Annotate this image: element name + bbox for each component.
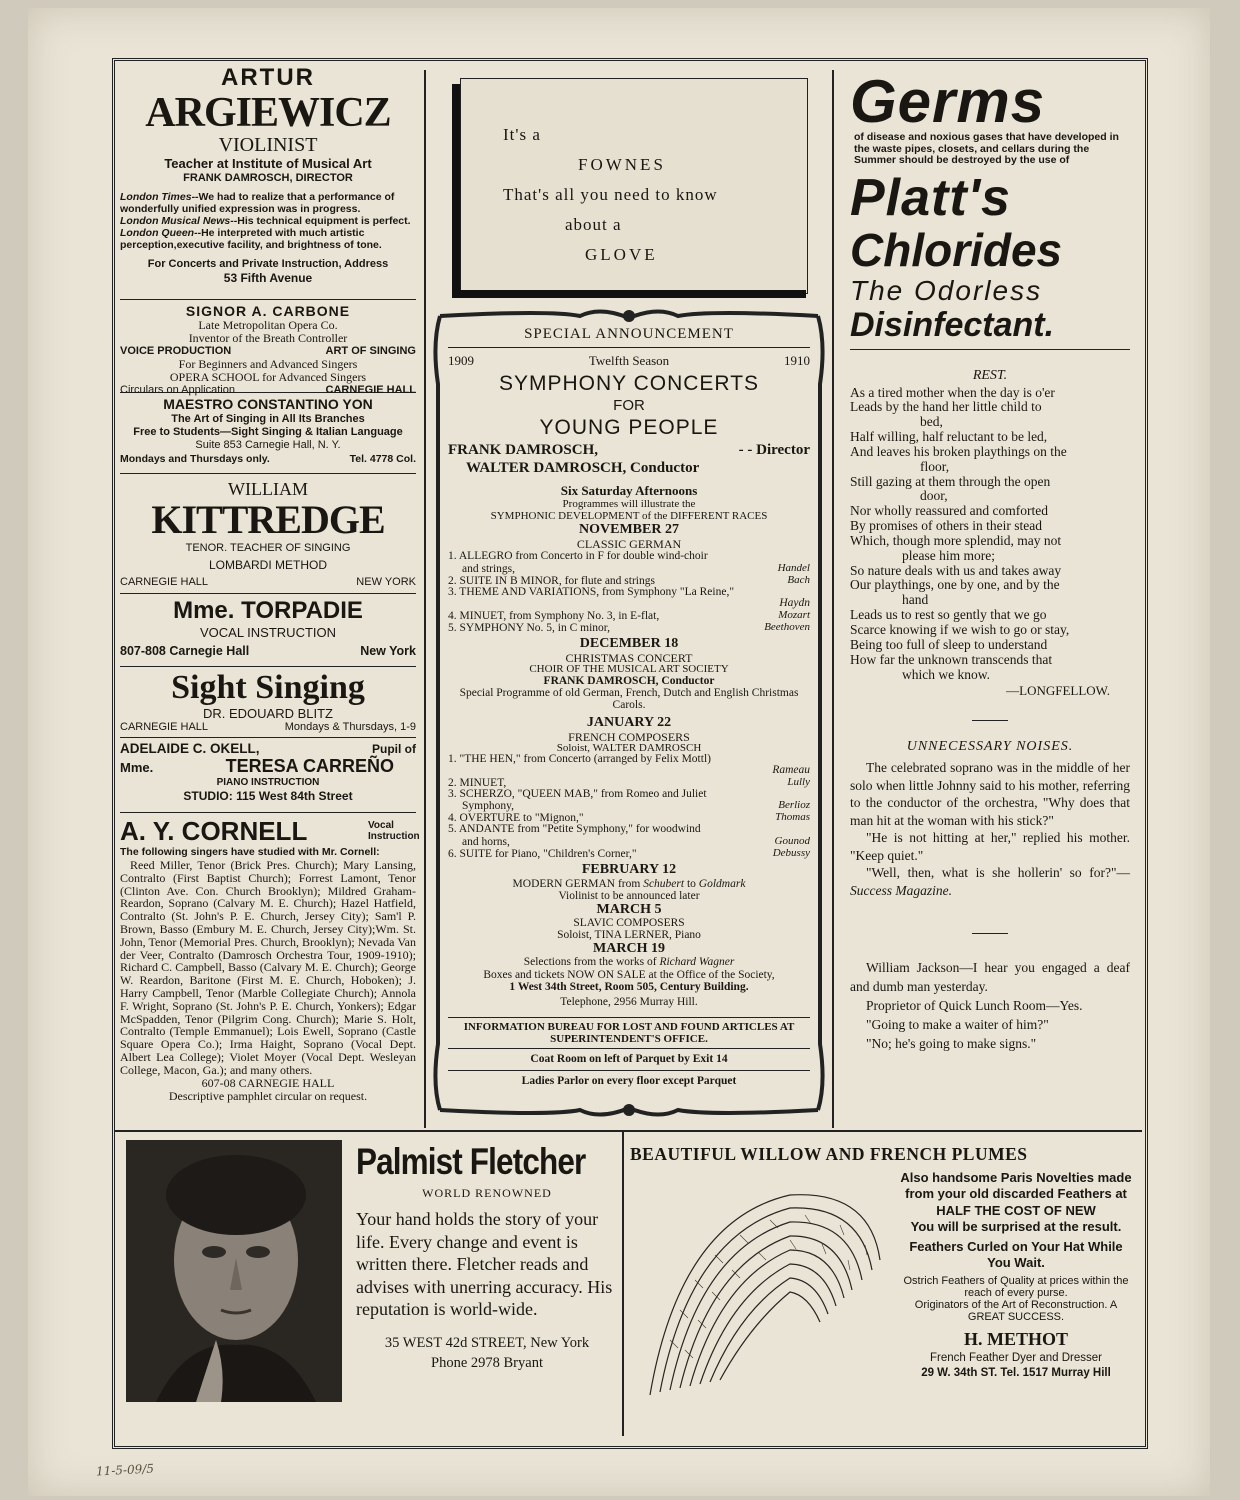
rest-line: And leaves his broken playthings on the <box>850 443 1067 459</box>
noises-p1: The celebrated soprano was in the middle of her solo when little Johnny said to his mother, referring to the conductor of the orchestra, "Why does that man hit at the woman with his stick?" <box>850 760 1130 828</box>
rule <box>120 593 416 594</box>
plumes-title: BEAUTIFUL WILLOW AND FRENCH PLUMES <box>630 1144 1028 1164</box>
kittredge-l1: TENOR. TEACHER OF SINGING <box>185 542 351 554</box>
fletcher-text <box>356 1140 618 1373</box>
nov-2-row <box>448 575 810 587</box>
art-of-singing: ART OF SINGING <box>325 345 416 357</box>
fownes-l5: GLOVE <box>585 245 658 264</box>
fletcher-addr: 35 WEST 42d STREET, New York <box>384 1334 590 1351</box>
rest-title: REST. <box>972 367 1008 383</box>
rest-line: Which, though more splendid, may not <box>850 532 1062 548</box>
noises-p2: "He is not hitting at her," replied his mother. "Keep quiet." <box>850 830 1130 863</box>
yon-name: MAESTRO CONSTANTINO YON <box>163 396 373 412</box>
rest-line: As a tired mother when the day is o'er <box>850 384 1055 400</box>
noises-p3 <box>850 864 1130 899</box>
carbone-name: SIGNOR A. CARBONE <box>185 303 351 319</box>
year-1909: 1909 <box>448 353 474 368</box>
carbone-l4: For Beginners and Advanced Singers <box>178 357 358 371</box>
quote3-source: London Queen <box>120 227 195 239</box>
chlorides: Chlorides <box>850 223 1063 276</box>
feb-sub-c: to <box>686 877 696 890</box>
left-column <box>120 64 420 1103</box>
torpadie-name <box>120 597 416 625</box>
plumes-b6: Originators of the Art of Reconstruction. A GREAT SUCCESS. <box>914 1299 1118 1323</box>
jan-2: 2. MINUET, <box>448 776 507 789</box>
rest-author: —LONGFELLOW. <box>1006 683 1110 699</box>
jan-5b: and horns, <box>462 835 510 848</box>
plumes-b5: Ostrich Feathers of Quality at prices within the reach of every purse. <box>903 1275 1129 1299</box>
jackson-p4: "No; he's going to make signs." <box>866 1036 1037 1052</box>
carbone-hall: CARNEGIE HALL <box>325 384 416 396</box>
cornell-addr: 607-08 CARNEGIE HALL <box>201 1075 335 1090</box>
okell-name: ADELAIDE C. OKELL, <box>120 741 260 756</box>
jan-program <box>448 754 810 860</box>
cornell-tag: Vocal Instruction <box>368 820 420 842</box>
jackson-p1: William Jackson—I hear you engaged a deaf and dumb man yesterday. <box>850 960 1130 995</box>
carbone-l5: OPERA SCHOOL for Advanced Singers <box>169 370 367 384</box>
short-rule <box>972 720 1008 721</box>
right-column <box>850 68 1130 1053</box>
noises-p3a: "Well, then, what is she hollerin' so for?"— <box>866 865 1130 881</box>
mar5-date: MARCH 5 <box>596 901 662 917</box>
symphony-title: SYMPHONY CONCERTS <box>498 372 760 395</box>
cornell-ad <box>120 816 420 1103</box>
rest-lines <box>850 386 1130 683</box>
handwritten-note: 11-5-09/5 <box>95 1461 155 1479</box>
torpadie-mme: Mme. <box>173 597 235 624</box>
conductor-row: WALTER DAMROSCH, Conductor <box>466 460 700 476</box>
rest-line: which we know. <box>902 666 990 682</box>
illustrate-2: SYMPHONIC DEVELOPMENT of the DIFFERENT RACES <box>490 510 768 522</box>
circulars: Circulars on Application <box>120 384 235 396</box>
jan-3b-row <box>448 800 810 812</box>
rest-line: please him more; <box>902 547 995 563</box>
noises-source: Success Magazine. <box>850 882 952 898</box>
odorless: The Odorless <box>850 274 1043 306</box>
dec-choir: CHOIR OF THE MUSICAL ART SOCIETY <box>529 662 729 675</box>
rest-line: door, <box>920 488 948 504</box>
rule <box>448 1048 810 1049</box>
rest-line: Our playthings, one by one, and by the <box>850 577 1060 593</box>
plumes-b1: Also handsome Paris Novelties made from your old discarded Feathers at <box>900 1170 1132 1201</box>
plumes-addr: 29 W. 34th ST. Tel. 1517 Murray Hill <box>921 1367 1111 1379</box>
feb-violinist: Violinist to be announced later <box>558 889 700 902</box>
nov-4-composer: Mozart <box>778 608 810 621</box>
jan-3-composer: Berlioz <box>778 799 810 811</box>
rule <box>120 666 416 667</box>
mar5-solo: Soloist, TINA LERNER, Piano <box>557 928 701 941</box>
feb-sub <box>448 878 810 890</box>
jan-5: 5. ANDANTE from "Petite Symphony," for woodwind <box>448 823 701 835</box>
kittredge-l3 <box>120 574 416 590</box>
jan-4: 4. OVERTURE to "Mignon," <box>448 812 584 824</box>
nov-5: 5. SYMPHONY No. 5, in C minor, <box>448 621 611 634</box>
rest-line: hand <box>902 592 929 608</box>
jan-5b-row <box>448 836 810 848</box>
divider-bottom <box>115 1130 1142 1132</box>
okell-l0 <box>120 741 416 756</box>
rest-line: Leads us to rest so gently that we go <box>850 607 1047 623</box>
yon-ad <box>120 396 416 470</box>
feb-sub-a: MODERN GERMAN from <box>512 877 641 890</box>
kittredge-city: NEW YORK <box>356 576 416 588</box>
jackson-p2: Proprietor of Quick Lunch Room—Yes. <box>866 998 1083 1014</box>
dec-cond: FRANK DAMROSCH, Conductor <box>543 674 715 687</box>
noises-body <box>850 759 1130 899</box>
mar19-sub <box>448 956 810 969</box>
nov-2: 2. SUITE IN B MINOR, for flute and strings <box>448 574 655 587</box>
office-addr: 1 West 34th Street, Room 505, Century Building. <box>509 980 749 993</box>
jan-3: 3. SCHERZO, "QUEEN MAB," from Romeo and Juliet <box>448 787 707 800</box>
voice-production: VOICE PRODUCTION <box>120 345 232 357</box>
nov-1: 1. ALLEGRO from Concerto in F for double wind-choir <box>448 550 708 562</box>
info-bureau: INFORMATION BUREAU FOR LOST AND FOUND ARTICLES AT SUPERINTENDENT'S OFFICE. <box>463 1020 795 1045</box>
argiewicz-ad <box>120 64 416 296</box>
illustrate-1: Programmes will illustrate the <box>562 498 696 510</box>
nov-1b-row <box>448 563 810 575</box>
dec-sub: CHRISTMAS CONCERT <box>565 650 693 665</box>
noises-title: UNNECESSARY NOISES. <box>906 739 1074 755</box>
feb-sub-b: Schubert <box>643 877 685 890</box>
plumes-text <box>900 1170 1132 1381</box>
cornell-circ: Descriptive pamphlet circular on request. <box>168 1088 368 1103</box>
kittredge-hall: CARNEGIE HALL <box>120 576 209 588</box>
plumes-ad <box>630 1142 1134 1432</box>
noises-article <box>850 735 1130 899</box>
nov-3: 3. THEME AND VARIATIONS, from Symphony "La Reine," <box>448 585 735 598</box>
plumes-b3: You will be surprised at the result. <box>910 1219 1122 1234</box>
dec-date: DECEMBER 18 <box>579 635 679 651</box>
fletcher-body: Your hand holds the story of your life. Every change and event is written there. Fletcher reads and advises with unerring accuracy. His reputation is world-wide. <box>356 1209 613 1319</box>
plumes-b4: Feathers Curled on Your Hat While You Wait. <box>909 1239 1123 1270</box>
germs: Germs <box>850 68 1046 135</box>
jan-1-composer: Rameau <box>772 764 810 776</box>
blitz-ad <box>120 670 416 734</box>
mar5-sub: SLAVIC COMPOSERS <box>573 916 685 929</box>
fownes-l4: about a <box>565 215 622 234</box>
jackson-article <box>850 958 1130 1053</box>
nov-3-composer: Haydn <box>779 597 810 609</box>
yon-days: Mondays and Thursdays only. <box>120 453 270 465</box>
fletcher-portrait <box>126 1140 342 1402</box>
nov-4: 4. MINUET, from Symphony No. 3, in E-flat, <box>448 609 660 622</box>
nov-2-composer: Bach <box>787 573 810 586</box>
cornell-body: Reed Miller, Tenor (Brick Pres. Church); Mary Lansing, Contralto (First Baptist Church); Forrest Lamont, Tenor (Clinton Ave. Con. Church Brooklyn); Mildred Graham-Reardon, Soprano (Calvary M. E. Church); Hazel Hatfield, Contralto (St. John's P. E. Church, Jersey City); Sam'l P. Brown, Basso (Embury M. E. Church, Jersey City);Wm. St. John, Tenor (Memorial Pres. Church, Brooklyn); Nevada Van der Veer, Contralto (Damrosch Orchestra Tour, 1909-1910); Richard C. Campbell, Basso (Calvary M. E. Church); George W. Reardon, Baritone (First M. E. Church, Hoboken); J. Harry Campbell, Tenor (Marble Collegiate Church); Annola F. Wright, Soprano (St. John's P. E. Church, Yonkers); Edgar McSpadden, Tenor (Pilgrim Cong. Church); Marie S. Holt, Contralto (Temple Emmanuel); Lois Ewell, Soprano (Castle Square Opera Co.); Irma Haight, Soprano (Vocal Dept. Albert Lea College); Violet Moyer (Vocal Dept. Wesleyan College, Macon, Ga.); and many others. <box>120 858 416 1077</box>
cornell-head <box>120 816 420 846</box>
quote2: --His technical equipment is perfect. <box>230 215 411 227</box>
argiewicz-address: 53 Fifth Avenue <box>223 271 313 285</box>
divider-left <box>424 70 426 1128</box>
quote2-source: London Musical News <box>120 215 231 227</box>
fownes-ad <box>430 64 828 304</box>
jan-2-row <box>448 777 810 789</box>
okell-ad <box>120 741 416 809</box>
director-label: - - Director <box>738 442 810 458</box>
plume-illustration <box>640 1180 890 1410</box>
center-column <box>430 64 828 1122</box>
young-people: YOUNG PEOPLE <box>539 416 719 439</box>
okell-teacher-row <box>120 756 416 777</box>
mar19-date: MARCH 19 <box>593 940 665 956</box>
yon-l1: The Art of Singing in All Its Branches <box>171 413 365 425</box>
nov-date: NOVEMBER 27 <box>579 522 679 537</box>
rest-line: How far the unknown transcends that <box>850 651 1053 667</box>
torpadie-l1: VOCAL INSTRUCTION <box>199 625 337 640</box>
jackson-p3: "Going to make a waiter of him?" <box>866 1017 1049 1033</box>
nov-1b: and strings, <box>462 562 516 575</box>
torpadie-room: 807-808 Carnegie Hall <box>120 644 250 658</box>
nov-4-row <box>448 610 810 622</box>
carbone-ad <box>120 303 416 396</box>
nov-program <box>448 551 810 634</box>
rule <box>850 349 1130 350</box>
fletcher-title: Palmist Fletcher <box>356 1141 586 1182</box>
jan-6-row <box>448 848 810 860</box>
dec-body: Special Programme of old German, French, Dutch and English Christmas Carols. <box>459 686 799 711</box>
fownes-text <box>470 120 800 270</box>
season: Twelfth Season <box>588 353 670 368</box>
blitz-days: Mondays & Thursdays, 1-9 <box>284 721 416 733</box>
fownes-l3: That's all you need to know <box>503 185 718 204</box>
jan-2-composer: Lully <box>787 775 810 788</box>
rest-line: By promises of others in their stead <box>850 518 1042 534</box>
argiewicz-quotes <box>120 191 416 251</box>
jan-solo: Soloist, WALTER DAMROSCH <box>556 741 702 754</box>
yon-l4 <box>120 452 416 466</box>
rest-line: Scarce knowing if we wish to go or stay, <box>850 622 1070 637</box>
rest-line: bed, <box>920 414 943 430</box>
nov-5-composer: Beethoven <box>764 620 810 633</box>
plumes-b2: HALF THE COST OF NEW <box>936 1203 1096 1218</box>
kittredge-l2: LOMBARDI METHOD <box>208 558 327 572</box>
jan-3b: Symphony, <box>462 800 514 812</box>
rest-line: Being too full of sleep to understand <box>850 636 1048 652</box>
nov-5-row <box>448 622 810 634</box>
jan-sub: FRENCH COMPOSERS <box>568 729 690 744</box>
six-afternoons: Six Saturday Afternoons <box>560 483 698 498</box>
program-box <box>430 304 828 1122</box>
argiewicz-title: VIOLINIST <box>218 134 318 156</box>
feb-sub-d: Goldmark <box>698 877 746 890</box>
plumes-name: H. METHOT <box>963 1329 1068 1349</box>
kittredge-name: KITTREDGE <box>151 497 385 542</box>
symphony-for: FOR <box>613 397 645 414</box>
jan-1: 1. "THE HEN," from Concerto (arranged by Felix Mottl) <box>448 752 711 765</box>
argiewicz-director: FRANK DAMROSCH, DIRECTOR <box>183 172 353 184</box>
boxes: Boxes and tickets NOW ON SALE at the Office of the Society, <box>483 968 775 981</box>
rest-line: Leads by the hand her little child to <box>850 399 1042 415</box>
rest-line: floor, <box>920 458 950 474</box>
torpadie-ad <box>120 597 416 663</box>
yon-tel: Tel. 4778 Col. <box>349 453 416 465</box>
yon-l2: Free to Students—Sight Singing & Italian Language <box>133 426 403 438</box>
rule <box>120 473 416 474</box>
germs-sub: of disease and noxious gases that have developed in the waste pipes, closets, and cellars during the Summer should be destroyed by the use of <box>854 131 1119 166</box>
jan-date: JANUARY 22 <box>586 714 672 730</box>
carbone-l1: Late Metropolitan Opera Co. <box>198 318 338 332</box>
rest-line: Still gazing at them through the open <box>850 473 1051 489</box>
okell-l2: STUDIO: 115 West 84th Street <box>183 789 353 803</box>
feb-date: FEBRUARY 12 <box>581 861 677 877</box>
okell-mme: Mme. <box>120 760 154 775</box>
director-name: FRANK DAMROSCH, <box>448 442 598 458</box>
rule <box>448 1017 810 1018</box>
divider-right <box>832 70 834 1128</box>
rule <box>448 1070 810 1071</box>
argiewicz-teacher: Teacher at Institute of Musical Art <box>164 156 372 171</box>
office-tel: Telephone, 2956 Murray Hill. <box>560 995 698 1008</box>
quote1: --We had to realize that a performance of wonderfully unified expression was in progress. <box>120 191 395 215</box>
plumes-trade: French Feather Dyer and Dresser <box>930 1352 1102 1364</box>
ladies-parlor: Ladies Parlor on every floor except Parquet <box>521 1074 737 1087</box>
rest-line: Nor wholly reassured and comforted <box>850 503 1048 519</box>
platts: Platt's <box>850 168 1011 227</box>
jan-6: 6. SUITE for Piano, "Children's Corner," <box>448 847 637 860</box>
nov-sub: CLASSIC GERMAN <box>576 537 682 551</box>
rule <box>448 347 810 348</box>
year-1910: 1910 <box>783 353 810 368</box>
argiewicz-first: ARTUR <box>221 64 315 91</box>
special-announcement: SPECIAL ANNOUNCEMENT <box>524 326 734 342</box>
okell-teacher: TERESA CARREÑO <box>225 756 394 776</box>
rest-poem <box>850 366 1130 701</box>
blitz-hall: CARNEGIE HALL <box>120 721 209 733</box>
mar19-sub-a: Selections from the works of <box>523 955 657 968</box>
mar19-sub-b: Richard Wagner <box>659 955 735 968</box>
rule <box>120 812 416 813</box>
fletcher-sub: WORLD RENOWNED <box>422 1186 552 1200</box>
jan-5-composer: Gounod <box>774 834 810 847</box>
disinfectant: Disinfectant. <box>850 305 1055 344</box>
okell-pupil: Pupil of <box>372 742 416 756</box>
kittredge-ad <box>120 478 416 590</box>
fletcher-ad <box>124 1138 616 1430</box>
cornell-name: A. Y. CORNELL <box>120 816 308 846</box>
director-row <box>448 441 810 459</box>
quote1-source: London Times <box>120 191 192 203</box>
yon-l3: Suite 853 Carnegie Hall, N. Y. <box>195 439 341 451</box>
argiewicz-address-line: For Concerts and Private Instruction, Address <box>147 258 389 270</box>
argiewicz-name: ARGIEWICZ <box>145 90 391 136</box>
fownes-l1: It's a <box>503 125 541 144</box>
fownes-l2: FOWNES <box>578 155 666 174</box>
rest-line: So nature deals with us and takes away <box>850 562 1062 578</box>
okell-l1: PIANO INSTRUCTION <box>216 777 320 788</box>
coat-room: Coat Room on left of Parquet by Exit 14 <box>530 1052 728 1065</box>
rest-line: Half willing, half reluctant to be led, <box>850 429 1048 445</box>
blitz-l1 <box>120 721 416 734</box>
quote3: --He interpreted with much artistic perception,executive facility, and brightness of tone. <box>120 227 382 251</box>
torpadie-l2 <box>120 641 416 661</box>
blitz-head: Sight Singing <box>171 669 365 706</box>
blitz-name: DR. EDOUARD BLITZ <box>202 706 333 721</box>
torpadie-surname: TORPADIE <box>241 597 363 624</box>
season-row <box>448 351 810 371</box>
divider-bottom-mid <box>622 1132 624 1436</box>
short-rule-2 <box>972 933 1008 934</box>
nov-1-composer: Handel <box>777 561 810 574</box>
fletcher-phone: Phone 2978 Bryant <box>431 1354 543 1371</box>
program-content <box>448 324 810 1089</box>
rule <box>120 299 416 300</box>
carbone-l2: Inventor of the Breath Controller <box>188 331 348 345</box>
cornell-intro: The following singers have studied with Mr. Cornell: <box>120 846 380 858</box>
jan-6-composer: Debussy <box>772 846 810 859</box>
kittredge-first: WILLIAM <box>228 479 308 499</box>
jan-4-composer: Thomas <box>775 811 810 823</box>
platt-ad <box>850 68 1130 344</box>
torpadie-city: New York <box>360 644 416 658</box>
rule <box>120 737 416 738</box>
